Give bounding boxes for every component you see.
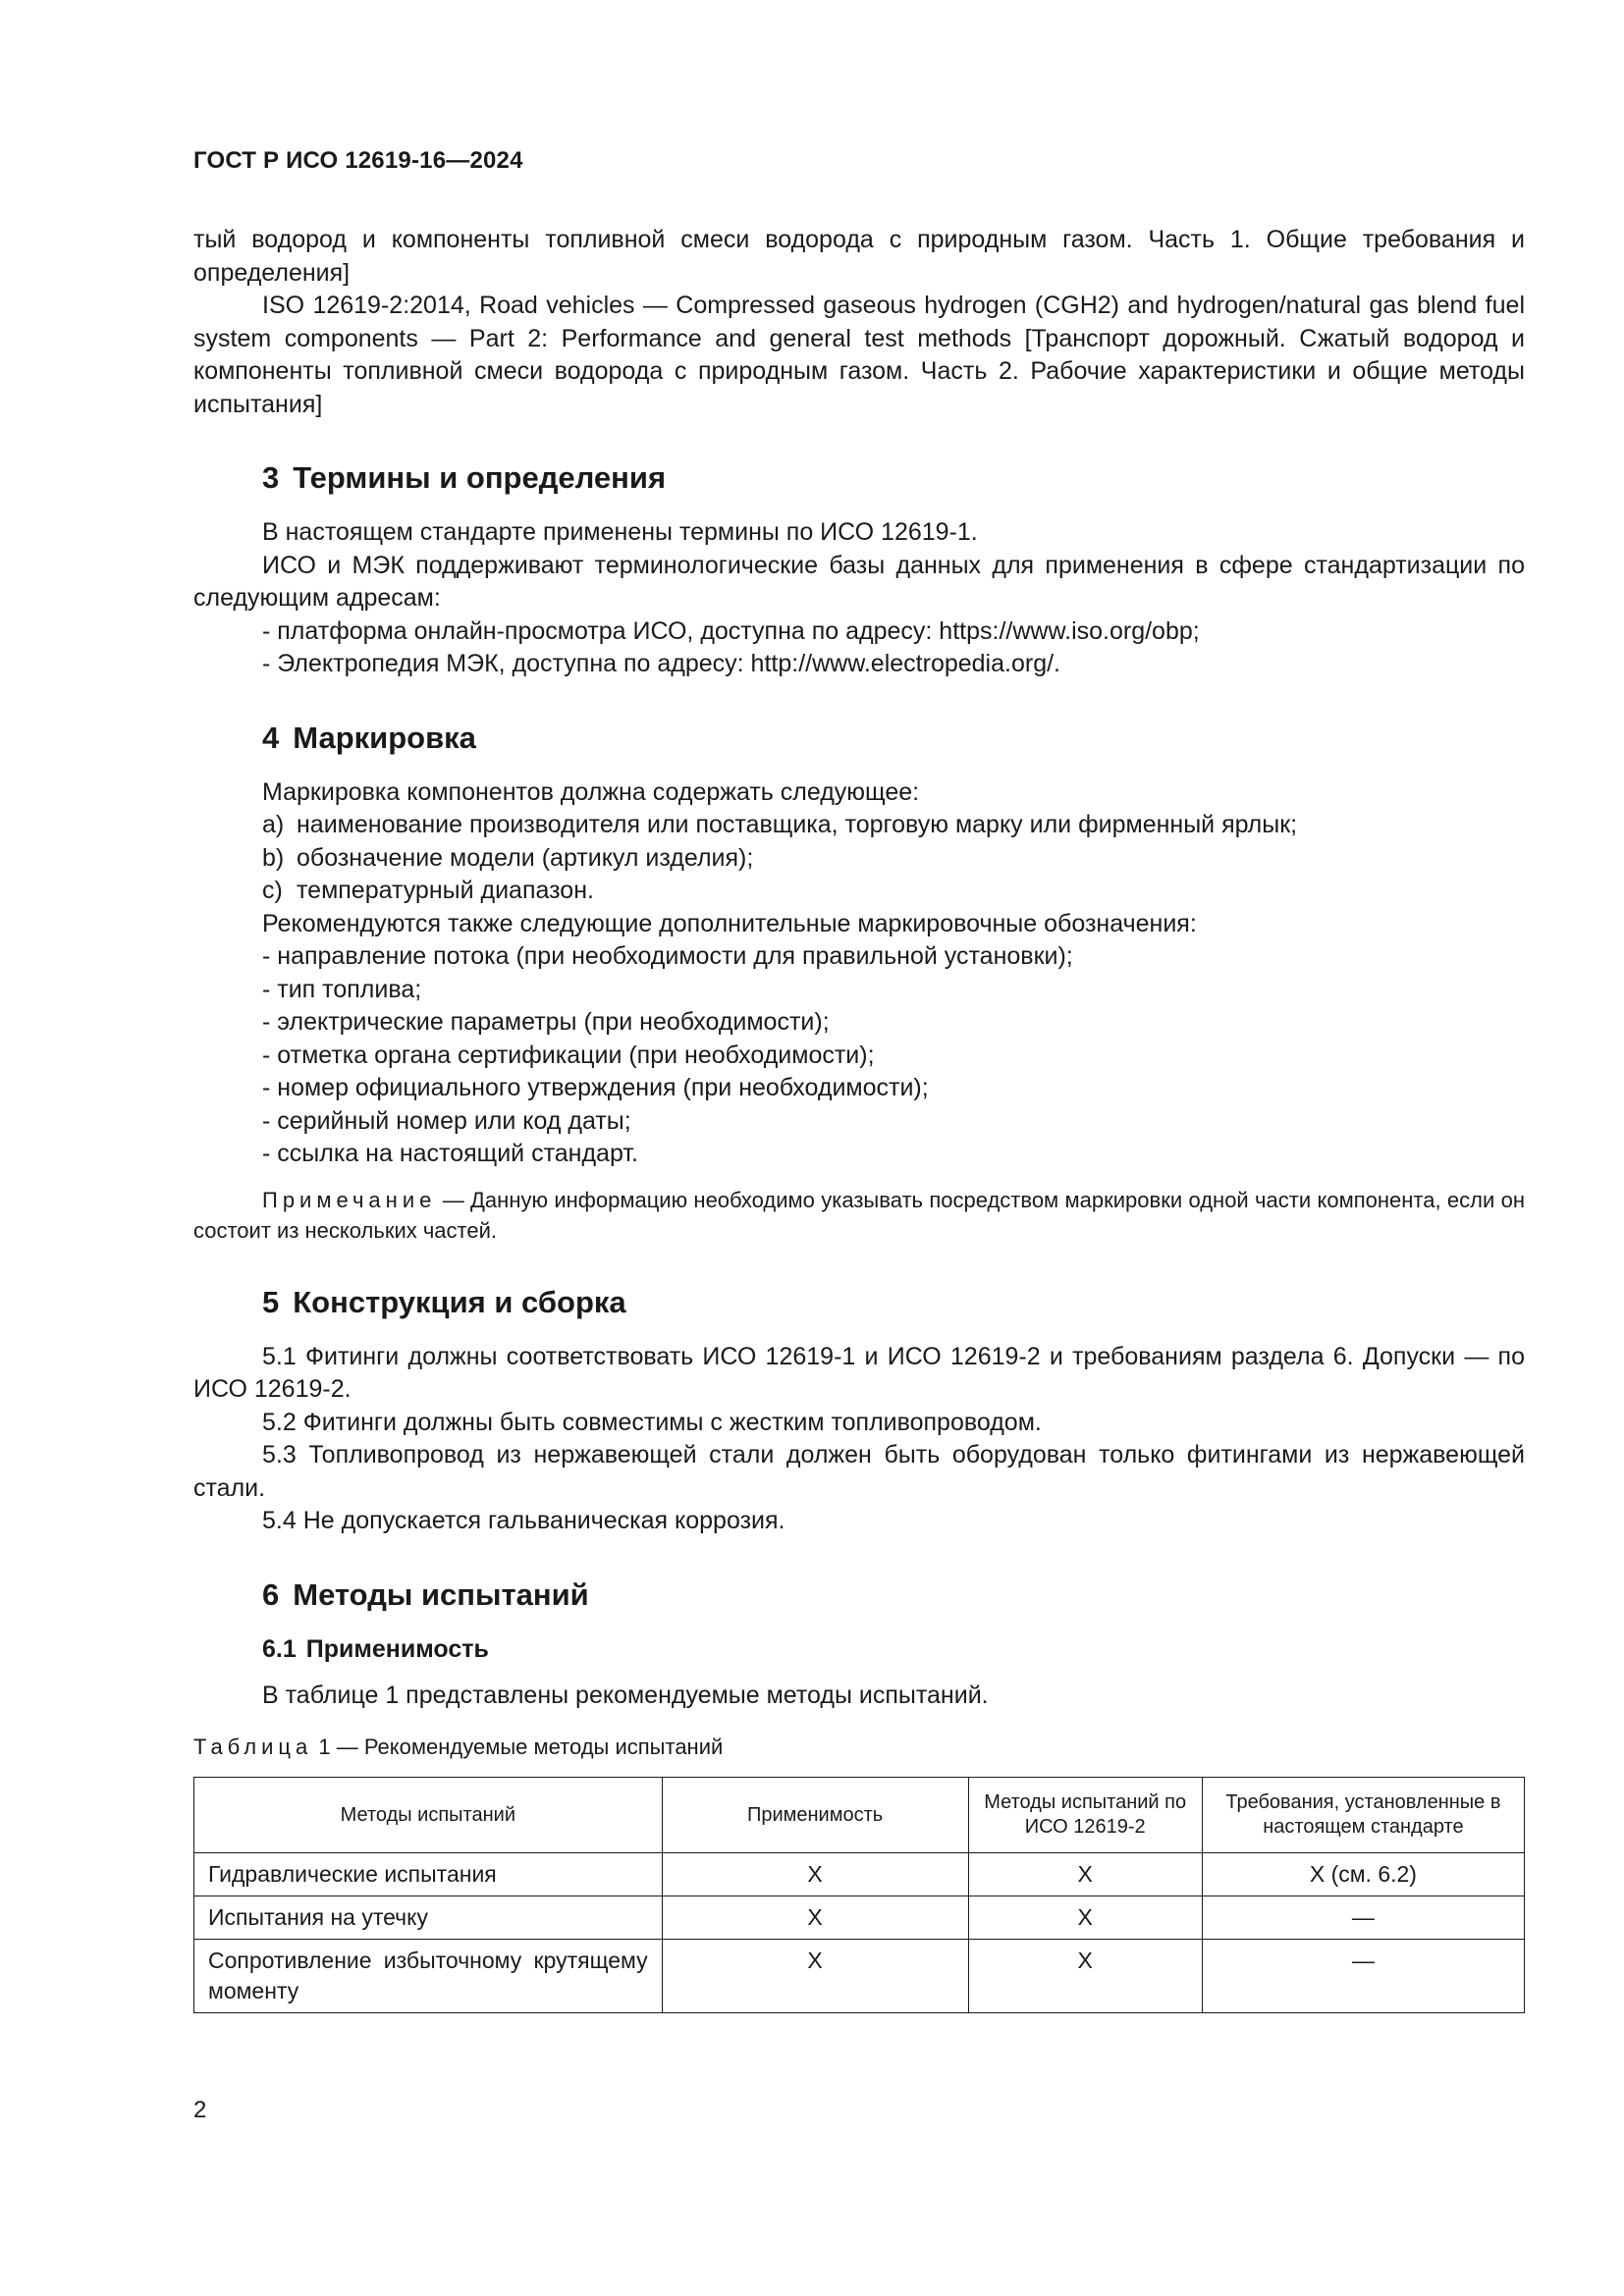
list-item-letter: a) <box>262 811 285 838</box>
table-row <box>194 1853 1525 1896</box>
table-cell: — <box>1202 1940 1524 2013</box>
section-number: 3 <box>262 460 280 495</box>
table-row <box>194 1896 1525 1940</box>
list-item <box>193 842 1525 876</box>
list-item: - номер официального утверждения (при необходимости); <box>262 1074 929 1101</box>
paragraph: ИСО и МЭК поддерживают терминологические базы данных для применения в сфере стандартизации по следующим адресам: <box>193 551 1525 612</box>
section-number: 6 <box>262 1576 280 1612</box>
list-item <box>193 809 1525 842</box>
list-item: - Электропедия МЭК, доступна по адресу: http://www.electropedia.org/. <box>262 650 1060 677</box>
table-cell: X <box>968 1940 1202 2013</box>
table-cell: X <box>662 1853 968 1896</box>
subsection-number: 6.1 <box>262 1634 297 1663</box>
section-heading <box>262 1575 1525 1615</box>
test-methods-table <box>193 1777 1525 2013</box>
table-header-cell: Требования, установленные в настоящем стандарте <box>1202 1778 1524 1853</box>
table-cell: Испытания на утечку <box>194 1896 663 1940</box>
note <box>193 1185 1525 1246</box>
section-title: Термины и определения <box>293 460 667 495</box>
section-title: Методы испытаний <box>293 1576 589 1612</box>
list-item-letter: c) <box>262 877 283 904</box>
table-caption-label: Таблица <box>193 1734 313 1759</box>
section-number: 4 <box>262 720 280 755</box>
list-item: - отметка органа сертификации (при необходимости); <box>262 1041 875 1069</box>
list-item-text: температурный диапазон. <box>297 877 594 904</box>
list-item: - направление потока (при необходимости для правильной установки); <box>262 942 1073 970</box>
table-cell: — <box>1202 1896 1524 1940</box>
table-header-cell: Методы испытаний по ИСО 12619-2 <box>968 1778 1202 1853</box>
table-caption-text: 1 — Рекомендуемые методы испытаний <box>312 1734 724 1759</box>
table-row <box>194 1940 1525 2013</box>
document-body <box>193 224 1525 2013</box>
list-item: - серийный номер или код даты; <box>262 1106 631 1135</box>
paragraph: 5.3 Топливопровод из нержавеющей стали должен быть оборудован только фитингами из нержавеющей стали. <box>193 1441 1525 1502</box>
note-text: — Данную информацию необходимо указывать посредством маркировки одной части компонента, если он состоит из нескольких частей. <box>193 1187 1525 1243</box>
section-number: 5 <box>262 1284 280 1319</box>
subsection-title: Применимость <box>305 1634 489 1663</box>
paragraph: В таблице 1 представлены рекомендуемые методы испытаний. <box>262 1682 989 1709</box>
paragraph: Рекомендуются также следующие дополнительные маркировочные обозначения: <box>262 909 1197 937</box>
section-title: Маркировка <box>293 720 476 755</box>
table-cell: X <box>968 1896 1202 1940</box>
page-number: 2 <box>193 2097 207 2123</box>
paragraph: В настоящем стандарте применены термины по ИСО 12619-1. <box>262 518 978 546</box>
list-item-text: обозначение модели (артикул изделия); <box>297 843 754 872</box>
paragraph: 5.2 Фитинги должны быть совместимы с жестким топливопроводом. <box>262 1408 1042 1436</box>
table-caption <box>193 1731 1525 1764</box>
section-heading <box>262 719 1525 758</box>
list-item: - платформа онлайн-просмотра ИСО, доступна по адресу: https://www.iso.org/obp; <box>262 616 1200 645</box>
table-cell: Сопротивление избыточному крутящему моменту <box>194 1940 663 2013</box>
paragraph: 5.1 Фитинги должны соответствовать ИСО 12619-1 и ИСО 12619-2 и требованиям раздела 6. Допуски — по ИСО 12619-2. <box>193 1342 1525 1403</box>
list-item-letter: b) <box>262 843 285 872</box>
document-header: ГОСТ Р ИСО 12619-16—2024 <box>193 147 523 174</box>
table-header-row <box>194 1778 1525 1853</box>
section-heading <box>262 458 1525 498</box>
reference-continuation: тый водород и компоненты топливной смеси водорода с природным газом. Часть 1. Общие требования и определения] <box>193 226 1525 287</box>
paragraph: 5.4 Не допускается гальваническая коррозия. <box>262 1507 785 1534</box>
reference-item: ISO 12619-2:2014, Road vehicles — Compressed gaseous hydrogen (CGH2) and hydrogen/natural gas blend fuel system components — Part 2: Performance and general test methods [Транспорт дорожный. Сжатый водород и компоненты топливной смеси водорода с природным газом. Часть 2. Рабочие характеристики и общие методы испытания] <box>193 292 1525 418</box>
list-item: - электрические параметры (при необходимости); <box>262 1008 830 1036</box>
table-cell: X <box>968 1853 1202 1896</box>
section-title: Конструкция и сборка <box>293 1284 626 1319</box>
table-header-cell: Методы испытаний <box>194 1778 663 1853</box>
list-item <box>193 875 1525 908</box>
table-cell: X <box>662 1896 968 1940</box>
subsection-heading <box>262 1633 1525 1667</box>
list-item-text: наименование производителя или поставщика, торговую марку или фирменный ярлык; <box>297 811 1298 838</box>
section-heading <box>262 1283 1525 1322</box>
table-cell: X <box>662 1940 968 2013</box>
paragraph: Маркировка компонентов должна содержать следующее: <box>262 777 920 806</box>
list-item: - ссылка на настоящий стандарт. <box>262 1140 638 1167</box>
table-cell: X (см. 6.2) <box>1202 1853 1524 1896</box>
table-header-cell: Применимость <box>662 1778 968 1853</box>
note-label: Примечание <box>262 1187 437 1212</box>
list-item: - тип топлива; <box>262 975 422 1003</box>
table-cell: Гидравлические испытания <box>194 1853 663 1896</box>
